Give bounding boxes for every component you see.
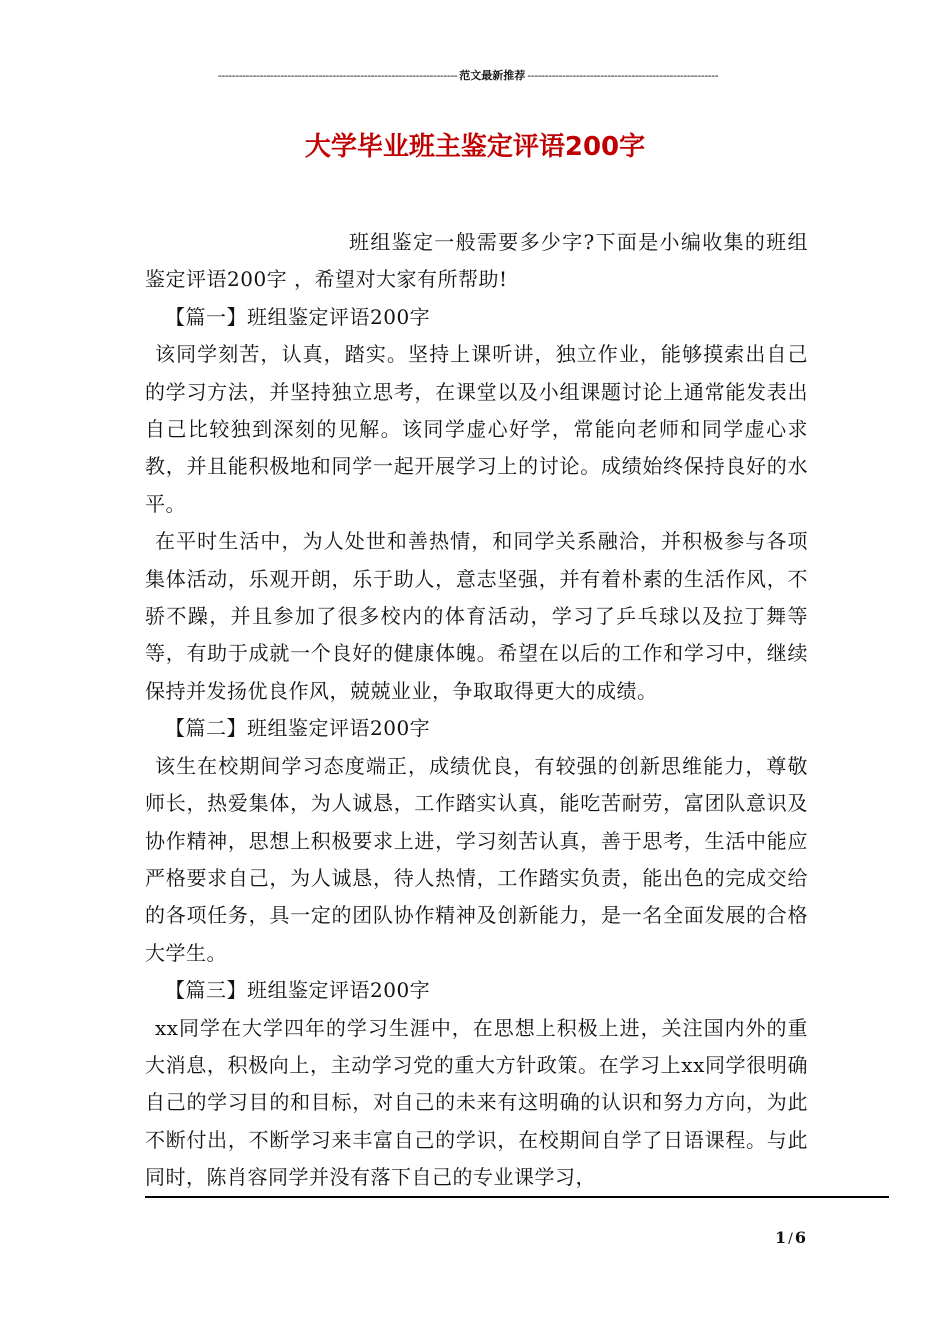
page-number (775, 1228, 806, 1249)
total-pages: 6 (794, 1228, 806, 1247)
page-separator: / (788, 1231, 793, 1247)
document-body (145, 224, 808, 1197)
document-title: 大学毕业班主鉴定评语200字 (304, 132, 646, 162)
page-header (145, 68, 791, 84)
section-1-paragraph-2: 在平时生活中，为人处世和善热情，和同学关系融洽，并积极参与各项集体活动，乐观开朗，乐于助人，意志坚强，并有着朴素的生活作风，不骄不躁，并且参加了很多校内的体育活动，学习了乒乓球以及拉丁舞等等，有助于成就一个良好的健康体魄。希望在以后的工作和学习中，继续保持并发扬优良作风，兢兢业业，争取取得更大的成绩。 (145, 529, 808, 703)
section-heading-1: 【篇一】班组鉴定评语200字 (165, 304, 431, 329)
intro-paragraph: 班组鉴定一般需要多少字?下面是小编收集的班组鉴定评语200字 ，希望对大家有所帮助! (145, 230, 808, 292)
header-label: 范文最新推荐 (459, 69, 526, 82)
header-dashes-left: --------------------------------------------------------------------- (217, 69, 458, 82)
section-1-paragraph-1: 该同学刻苦，认真，踏实。坚持上课听讲，独立作业，能够摸索出自己的学习方法，并坚持独立思考，在课堂以及小组课题讨论上通常能发表出自己比较独到深刻的见解。该同学虚心好学，常能向老师和同学虚心求教，并且能积极地和同学一起开展学习上的讨论。成绩始终保持良好的水平。 (145, 342, 808, 516)
section-3-paragraph: xx同学在大学四年的学习生涯中，在思想上积极上进，关注国内外的重大消息，积极向上，主动学习党的重大方针政策。在学习上xx同学很明确自己的学习目的和目标，对自己的未来有这明确的认识和努力方向，为此不断付出，不断学习来丰富自己的学识，在校期间自学了日语课程。与此同时，陈肖容同学并没有落下自己的专业课学习， (145, 1015, 808, 1190)
header-dashes-right: ------------------------------------------------------- (527, 69, 719, 82)
section-heading-3: 【篇三】班组鉴定评语200字 (165, 978, 431, 1003)
current-page: 1 (775, 1228, 787, 1247)
section-heading-2: 【篇二】班组鉴定评语200字 (165, 716, 431, 741)
footer-divider (145, 1196, 889, 1198)
section-2-paragraph: 该生在校期间学习态度端正，成绩优良，有较强的创新思维能力，尊敬师长，热爱集体，为人诚恳，工作踏实认真，能吃苦耐劳，富团队意识及协作精神，思想上积极要求上进，学习刻苦认真，善于思考，生活中能应严格要求自己，为人诚恳，待人热情，工作踏实负责，能出色的完成交给的各项任务，具一定的团队协作精神及创新能力，是一名全面发展的合格大学生。 (145, 753, 808, 965)
